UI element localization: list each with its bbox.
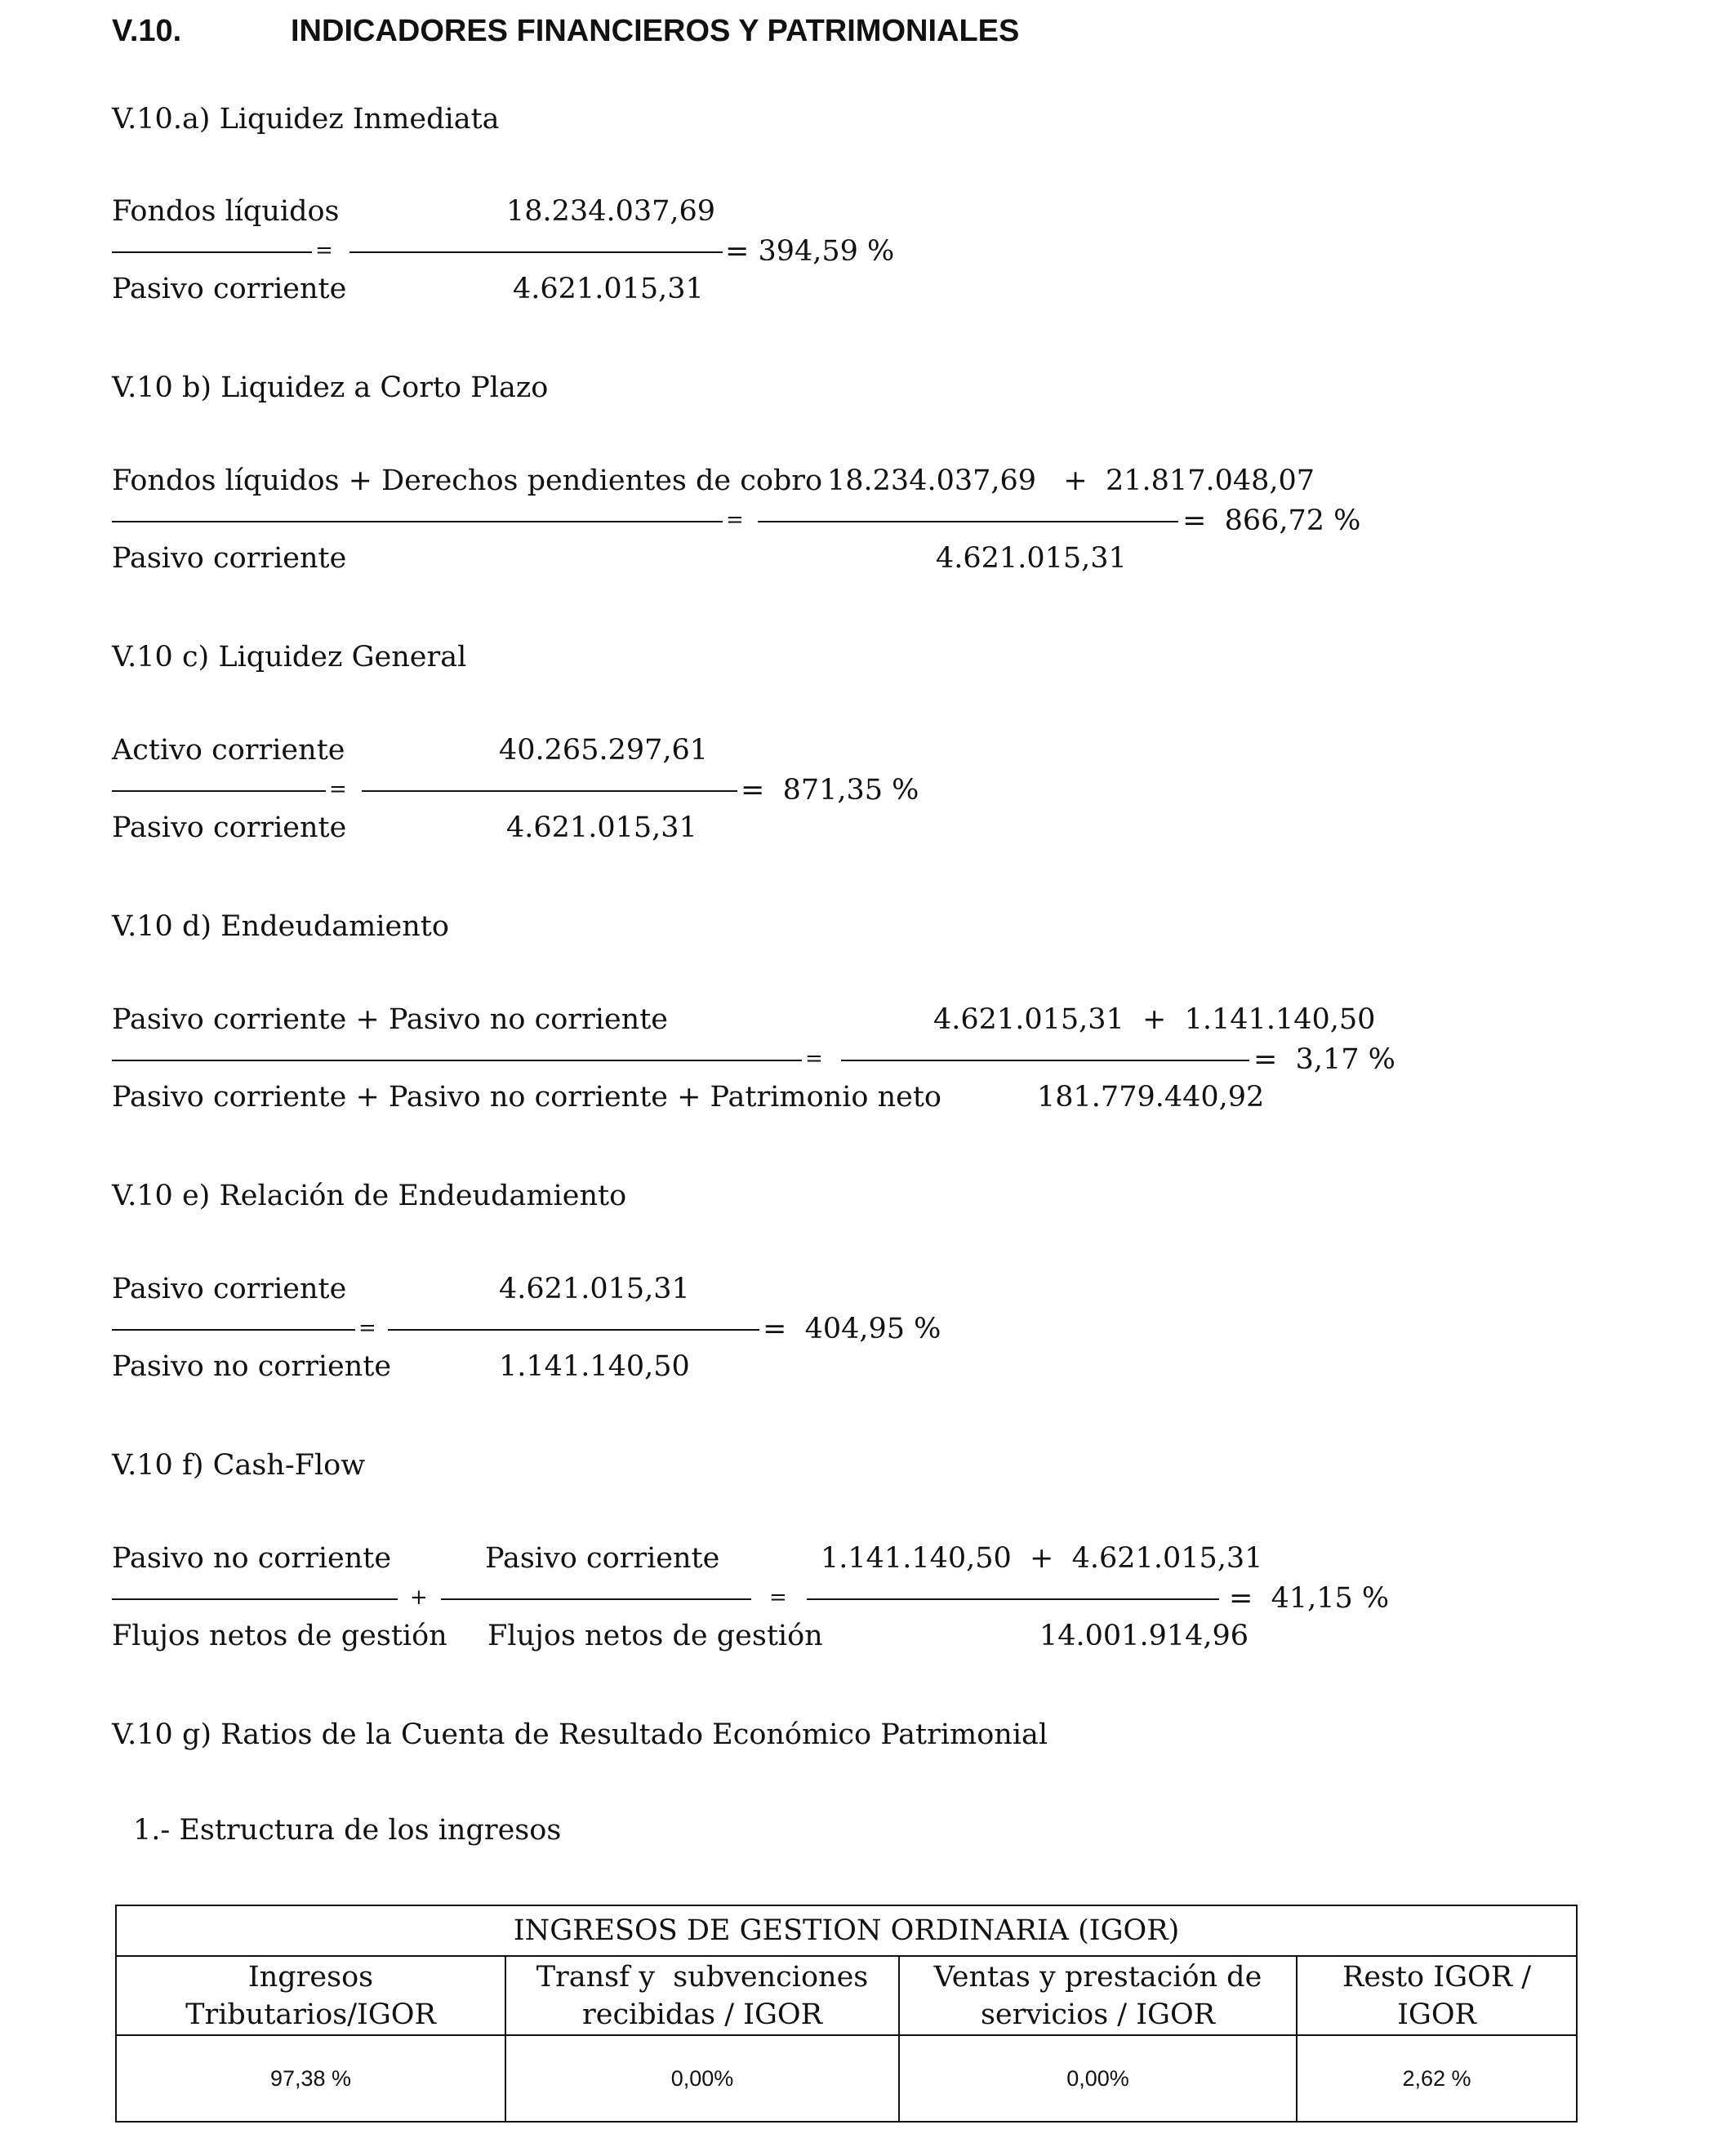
result-value: = 866,72 %: [1182, 505, 1361, 537]
heading-liquidez-inmediata: V.10.a) Liquidez Inmediata: [112, 103, 500, 136]
numerator-value: 1.141.140,50 + 4.621.015,31: [821, 1542, 1263, 1575]
fraction-bar: [112, 1329, 355, 1331]
fraction-bar: [112, 251, 312, 253]
denominator-value: 4.621.015,31: [506, 811, 697, 844]
column-header-ingresos-tributarios: [116, 1956, 505, 2035]
numerator-label: Activo corriente: [112, 734, 345, 767]
column-header-line: Ventas y prestación de: [933, 1960, 1262, 1994]
column-header-line: Ingresos Tributarios/IGOR: [185, 1960, 436, 2031]
fraction-bar: [441, 1598, 751, 1600]
subsection-estructura-ingresos: 1.- Estructura de los ingresos: [133, 1814, 562, 1847]
denominator-value: 14.001.914,96: [1039, 1620, 1249, 1652]
denominator-label: Pasivo corriente: [112, 273, 347, 305]
numerator-value: 4.621.015,31 + 1.141.140,50: [933, 1003, 1376, 1036]
numerator-value: 4.621.015,31: [499, 1273, 690, 1305]
result-value: = 871,35 %: [741, 774, 919, 807]
column-header-resto-igor: [1297, 1956, 1577, 2035]
column-header-ventas: [899, 1956, 1297, 2035]
numerator-label: Fondos líquidos + Derechos pendientes de cobro: [112, 465, 823, 497]
numerator-value: 18.234.037,69: [506, 195, 716, 228]
column-header-transferencias: [505, 1956, 899, 2035]
table-header-row: [116, 1956, 1577, 2035]
numerator-label: Pasivo corriente + Pasivo no corriente: [112, 1003, 668, 1036]
column-header-line: Resto IGOR / IGOR: [1342, 1960, 1532, 2031]
denominator-value: 181.779.440,92: [1037, 1081, 1265, 1114]
numerator-label: Fondos líquidos: [112, 195, 340, 228]
table-caption: INGRESOS DE GESTION ORDINARIA (IGOR): [116, 1905, 1577, 1956]
denominator-label-2: Flujos netos de gestión: [487, 1620, 823, 1652]
fraction-bar: [349, 251, 723, 253]
numerator-label: Pasivo no corriente: [112, 1542, 392, 1575]
numerator-label-2: Pasivo corriente: [485, 1542, 720, 1575]
fraction-bar: [841, 1060, 1249, 1061]
denominator-label: Pasivo corriente: [112, 811, 347, 844]
equals-sign: =: [329, 777, 347, 802]
heading-endeudamiento: V.10 d) Endeudamiento: [112, 910, 449, 943]
heading-relacion-endeudamiento: V.10 e) Relación de Endeudamiento: [112, 1180, 627, 1212]
result-value: = 3,17 %: [1253, 1043, 1395, 1076]
equals-sign: =: [726, 508, 744, 532]
result-value: = 404,95 %: [763, 1313, 941, 1345]
equals-sign: =: [358, 1316, 376, 1340]
result-value: = 394,59 %: [725, 235, 895, 268]
denominator-label: Flujos netos de gestión: [112, 1620, 447, 1652]
section-number: V.10.: [112, 14, 182, 48]
column-header-line: recibidas / IGOR: [582, 1998, 822, 2031]
fraction-bar: [112, 1598, 398, 1600]
igor-table: [115, 1905, 1578, 2123]
numerator-value: 40.265.297,61: [499, 734, 709, 767]
numerator-value: 18.234.037,69 + 21.817.048,07: [827, 465, 1315, 497]
denominator-value: 4.621.015,31: [513, 273, 704, 305]
table-cell: 0,00%: [899, 2035, 1297, 2122]
fraction-bar: [388, 1329, 759, 1331]
table-row: [116, 2035, 1577, 2122]
heading-ratios-resultado: V.10 g) Ratios de la Cuenta de Resultado Económico Patrimonial: [112, 1718, 1048, 1751]
column-header-line: Transf y subvenciones: [536, 1960, 869, 1994]
equals-sign: =: [315, 238, 333, 263]
heading-cash-flow: V.10 f) Cash-Flow: [112, 1449, 366, 1482]
fraction-bar: [362, 790, 737, 792]
fraction-bar: [807, 1598, 1219, 1600]
fraction-bar: [112, 521, 723, 522]
result-value: = 41,15 %: [1229, 1582, 1390, 1615]
table-cell: 97,38 %: [116, 2035, 505, 2122]
plus-sign: +: [410, 1585, 428, 1610]
equals-sign: =: [769, 1585, 787, 1610]
denominator-value: 1.141.140,50: [499, 1350, 690, 1383]
heading-liquidez-general: V.10 c) Liquidez General: [112, 641, 467, 673]
heading-liquidez-corto-plazo: V.10 b) Liquidez a Corto Plazo: [112, 371, 549, 404]
equals-sign: =: [805, 1047, 823, 1071]
column-header-line: servicios / IGOR: [980, 1998, 1216, 2031]
fraction-bar: [758, 521, 1178, 522]
denominator-value: 4.621.015,31: [936, 542, 1127, 575]
page-title: INDICADORES FINANCIEROS Y PATRIMONIALES: [291, 14, 1020, 48]
fraction-bar: [112, 1060, 802, 1061]
denominator-label: Pasivo corriente + Pasivo no corriente + Patrimonio neto: [112, 1081, 941, 1114]
denominator-label: Pasivo corriente: [112, 542, 347, 575]
denominator-label: Pasivo no corriente: [112, 1350, 392, 1383]
table-cell: 2,62 %: [1297, 2035, 1577, 2122]
numerator-label: Pasivo corriente: [112, 1273, 347, 1305]
table-cell: 0,00%: [505, 2035, 899, 2122]
fraction-bar: [112, 790, 326, 792]
